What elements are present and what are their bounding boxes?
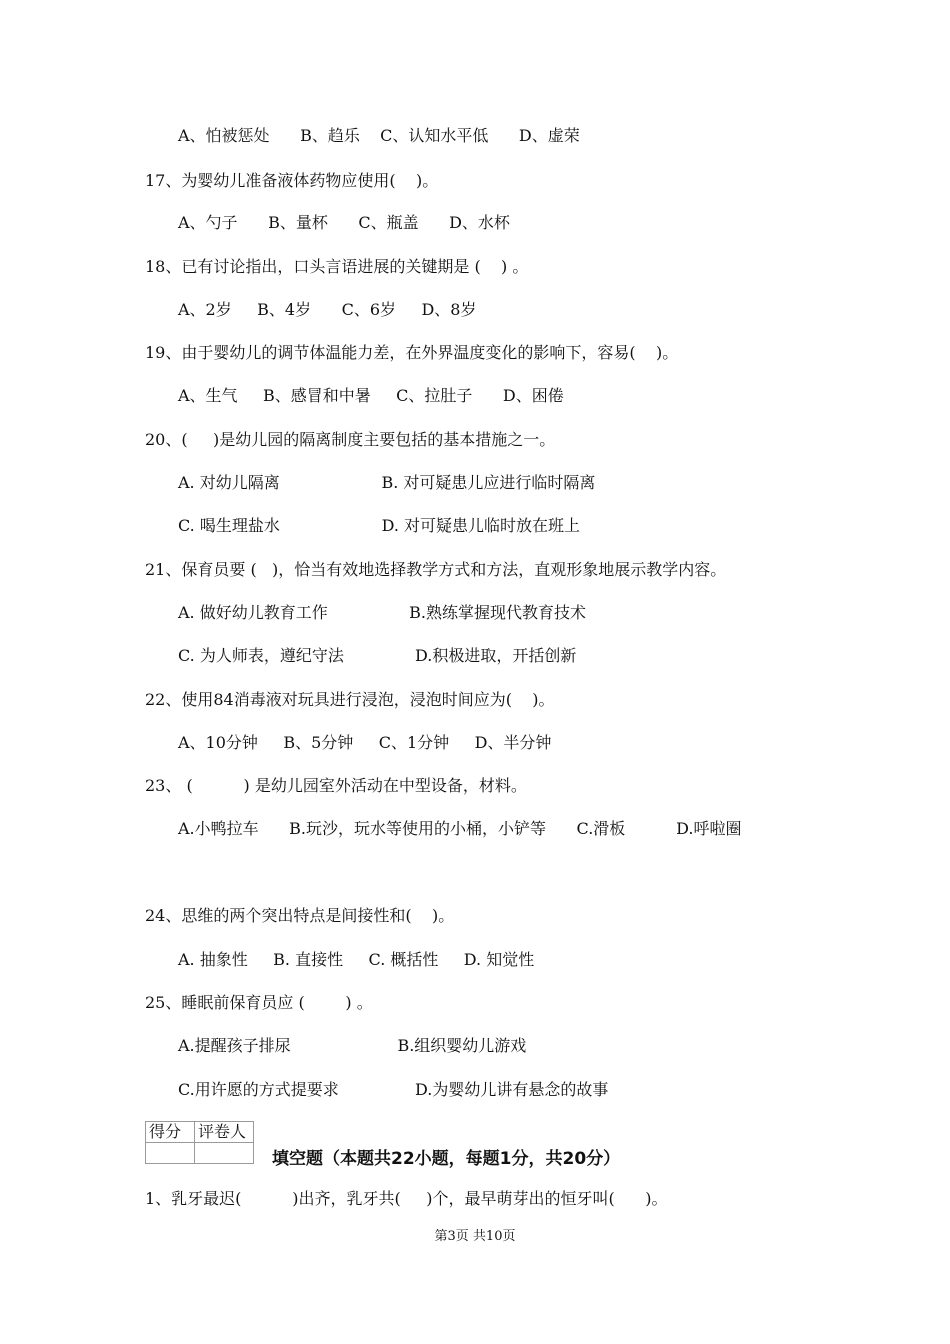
q17-options-row-1: A、勺子 B、量杯 C、瓶盖 D、水杯 <box>178 213 510 232</box>
q24-options-row-1: A. 抽象性 B. 直接性 C. 概括性 D. 知觉性 <box>178 950 535 969</box>
page-number: 第3页 共10页 <box>434 1229 516 1244</box>
q22-stem: 22、使用84消毒液对玩具进行浸泡，浸泡时间应为( )。 <box>145 690 555 709</box>
score-box <box>145 1121 254 1164</box>
q25-options-row-2: C.用许愿的方式提要求 D.为婴幼儿讲有悬念的故事 <box>178 1080 609 1099</box>
score-cell <box>146 1143 195 1164</box>
score-label: 得分 <box>146 1122 195 1143</box>
q22-options-row-1: A、10分钟 B、5分钟 C、1分钟 D、半分钟 <box>178 733 552 752</box>
q19-stem: 19、由于婴幼儿的调节体温能力差，在外界温度变化的影响下，容易( )。 <box>145 343 679 362</box>
q17-stem: 17、为婴幼儿准备液体药物应使用( )。 <box>145 171 439 190</box>
q20-options-row-1: A. 对幼儿隔离 B. 对可疑患儿应进行临时隔离 <box>178 473 596 492</box>
section-title: 填空题（本题共22小题，每题1分，共20分） <box>272 1149 621 1169</box>
q23-options-row-1: A.小鸭拉车 B.玩沙，玩水等使用的小桶，小铲等 C.滑板 D.呼啦圈 <box>178 819 742 838</box>
fill-blank-q1: 1、乳牙最迟( )出齐，乳牙共( )个，最早萌芽出的恒牙叫( )。 <box>145 1189 668 1208</box>
grader-label: 评卷人 <box>195 1122 254 1143</box>
q19-options-row-1: A、生气 B、感冒和中暑 C、拉肚子 D、困倦 <box>178 386 564 405</box>
q24-stem: 24、思维的两个突出特点是间接性和( )。 <box>145 906 455 925</box>
q25-stem: 25、睡眠前保育员应 ( ) 。 <box>145 993 373 1012</box>
q21-stem: 21、保育员要 ( )，恰当有效地选择教学方式和方法，直观形象地展示教学内容。 <box>145 560 727 579</box>
q23-stem: 23、 ( ) 是幼儿园室外活动在中型设备，材料。 <box>145 776 527 795</box>
q18-options-row-1: A、2岁 B、4岁 C、6岁 D、8岁 <box>178 300 477 319</box>
q18-stem: 18、已有讨论指出，口头言语进展的关键期是 ( ) 。 <box>145 257 529 276</box>
q21-options-row-1: A. 做好幼儿教育工作 B.熟练掌握现代教育技术 <box>178 603 586 622</box>
q25-options-row-1: A.提醒孩子排尿 B.组织婴幼儿游戏 <box>178 1036 527 1055</box>
q20-options-row-2: C. 喝生理盐水 D. 对可疑患儿临时放在班上 <box>178 516 580 535</box>
grader-cell <box>195 1143 254 1164</box>
q20-stem: 20、( )是幼儿园的隔离制度主要包括的基本措施之一。 <box>145 430 556 449</box>
q21-options-row-2: C. 为人师表，遵纪守法 D.积极进取，开括创新 <box>178 646 577 665</box>
q16-options-row-1: A、怕被惩处 B、趋乐 C、认知水平低 D、虚荣 <box>178 126 580 145</box>
